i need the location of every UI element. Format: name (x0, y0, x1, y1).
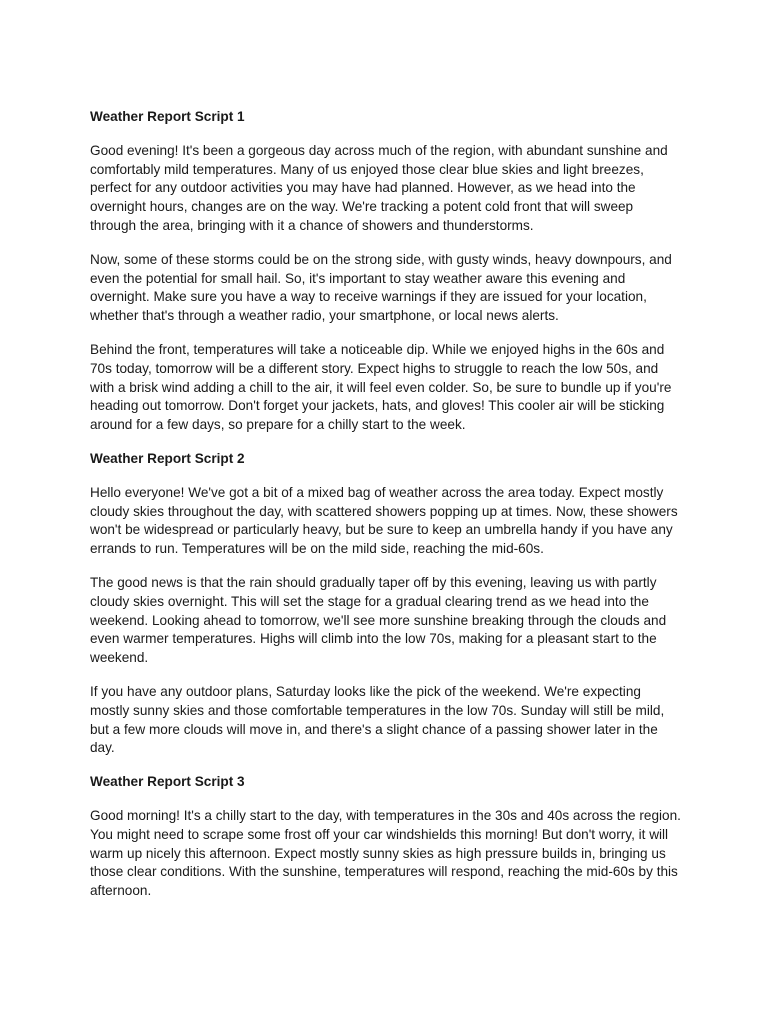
script-paragraph: Good evening! It's been a gorgeous day across much of the region, with abundant sunshine and comfortably mild temperatures. Many of us enjoyed those clear blue skies and light breezes, perfect for any outdoor activities you may have had planned. However, as we head into the overnight hours, changes are on the way. We're tracking a potent cold front that will sweep through the area, bringing with it a chance of showers and thunderstorms. (90, 142, 668, 233)
script-section-3 (90, 773, 682, 901)
script-heading: Weather Report Script 3 (90, 774, 245, 790)
script-paragraph: Hello everyone! We've got a bit of a mixed bag of weather across the area today. Expect mostly cloudy skies throughout the day, with scattered showers popping up at times. Now, these showers won't be widespread or particularly heavy, but be sure to keep an umbrella handy if you have any errands to run. Temperatures will be on the mild side, reaching the mid-60s. (90, 484, 678, 557)
script-heading: Weather Report Script 1 (90, 109, 245, 124)
script-paragraph: The good news is that the rain should gradually taper off by this evening, leaving us with partly cloudy skies overnight. This will set the stage for a gradual clearing trend as we head into the weekend. Looking ahead to tomorrow, we'll see more sunshine breaking through the clouds and even warmer temperatures. Highs will climb into the low 70s, making for a pleasant start to the weekend. (90, 574, 667, 666)
script-section-1 (90, 108, 682, 435)
script-heading: Weather Report Script 2 (90, 450, 245, 466)
script-paragraph: Behind the front, temperatures will take a noticeable dip. While we enjoyed highs in the 60s and 70s today, tomorrow will be a different story. Expect highs to struggle to reach the low 50s, and with a brisk wind adding a chill to the air, it will feel even colder. So, be sure to bundle up if you're heading out tomorrow. Don't forget your jackets, hats, and gloves! This cooler air will be sticking around for a few days, so prepare for a chilly start to the week. (90, 341, 672, 433)
script-section-2 (90, 450, 682, 758)
script-paragraph: Now, some of these storms could be on the strong side, with gusty winds, heavy downpours, and even the potential for small hail. So, it's important to stay weather aware this evening and overnight. Make sure you have a way to receive warnings if they are issued for your location, whether that's through a weather radio, your smartphone, or local news alerts. (90, 251, 672, 324)
document-page (90, 108, 682, 916)
script-paragraph: If you have any outdoor plans, Saturday looks like the pick of the weekend. We're expecting mostly sunny skies and those comfortable temperatures in the low 70s. Sunday will still be mild, but a few more clouds will move in, and there's a slight chance of a passing shower later in the day. (90, 683, 665, 756)
script-paragraph: Good morning! It's a chilly start to the day, with temperatures in the 30s and 40s across the region. You might need to scrape some frost off your car windshields this morning! But don't worry, it will warm up nicely this afternoon. Expect mostly sunny skies as high pressure builds in, bringing us those clear conditions. With the sunshine, temperatures will respond, reaching the mid-60s by this afternoon. (90, 807, 681, 899)
